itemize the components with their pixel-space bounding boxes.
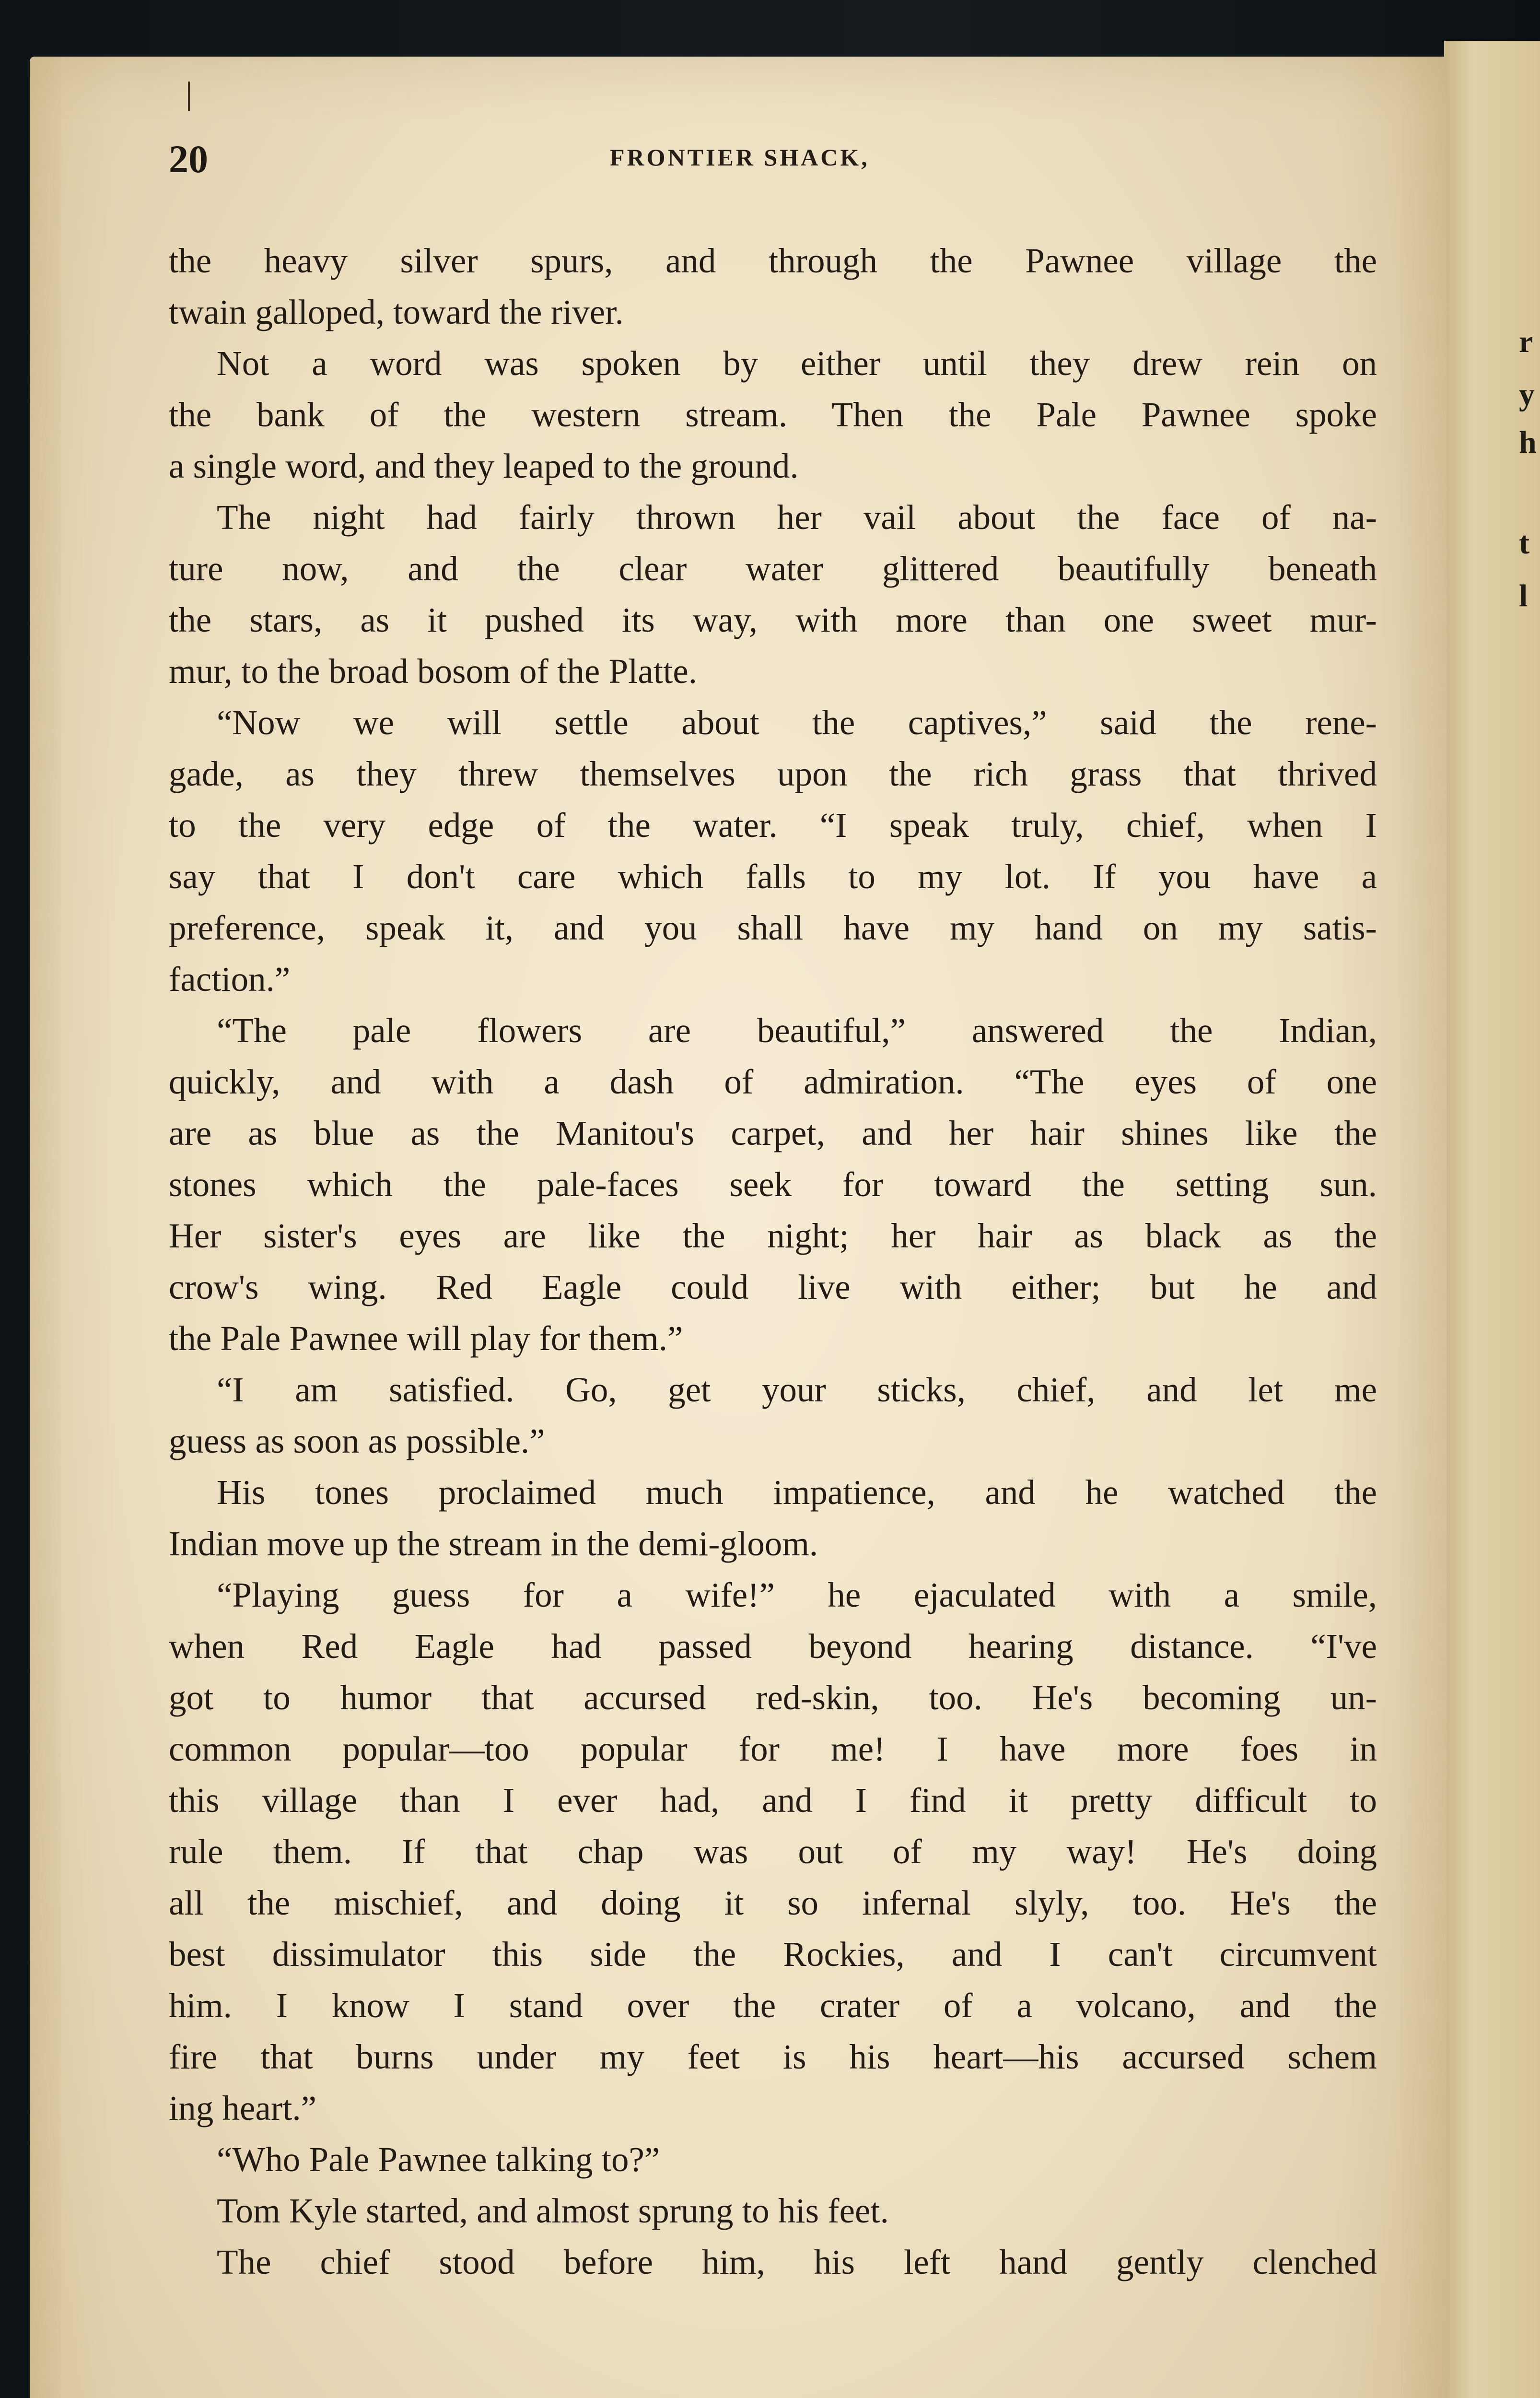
next-page-fragment: t xyxy=(1519,526,1529,561)
text-line: Tom Kyle started, and almost sprung to his feet. xyxy=(217,2191,889,2230)
text-line: mur, to the broad bosom of the Platte. xyxy=(169,652,698,691)
text-line: guess as soon as possible.” xyxy=(169,1422,545,1460)
text-line: Her sister's eyes are like the night; her hair as black as the xyxy=(169,1216,1377,1255)
text-line: Not a word was spoken by either until they drew rein on xyxy=(217,344,1377,383)
text-line: “Who Pale Pawnee talking to?” xyxy=(217,2140,660,2179)
text-line: ing heart.” xyxy=(169,2089,317,2128)
next-page-fragment: l xyxy=(1519,578,1528,613)
body-text xyxy=(169,235,1377,2288)
text-line: “Playing guess for a wife!” he ejaculated with a smile, xyxy=(217,1575,1377,1614)
text-line: when Red Eagle had passed beyond hearing distance. “I've xyxy=(169,1627,1377,1666)
text-line: the heavy silver spurs, and through the Pawnee village the xyxy=(169,241,1377,280)
text-line: got to humor that accursed red-skin, too. He's becoming un- xyxy=(169,1678,1377,1717)
text-line: stones which the pale-faces seek for toward the setting sun. xyxy=(169,1165,1377,1204)
text-line: the bank of the western stream. Then the Pale Pawnee spoke xyxy=(169,395,1377,434)
text-line: a single word, and they leaped to the ground. xyxy=(169,447,799,485)
text-line: all the mischief, and doing it so infernal slyly, too. He's the xyxy=(169,1883,1377,1922)
text-line: common popular—too popular for me! I have more foes in xyxy=(169,1729,1377,1768)
text-line: Indian move up the stream in the demi-gloom. xyxy=(169,1524,818,1563)
text-line: “The pale flowers are beautiful,” answered the Indian, xyxy=(217,1011,1377,1050)
text-line: quickly, and with a dash of admiration. “The eyes of one xyxy=(169,1062,1377,1101)
text-line: fire that burns under my feet is his heart—his accursed schem xyxy=(169,2037,1377,2076)
running-head: FRONTIER SHACK, xyxy=(610,144,870,171)
text-line: The chief stood before him, his left hand gently clenched xyxy=(217,2243,1377,2281)
text-line: him. I know I stand over the crater of a volcano, and the xyxy=(169,1986,1377,2025)
ink-mark xyxy=(188,82,190,111)
page-number: 20 xyxy=(169,137,208,181)
next-page-edge xyxy=(1444,41,1540,2398)
next-page-fragment: r xyxy=(1519,324,1533,359)
text-line: the Pale Pawnee will play for them.” xyxy=(169,1319,683,1358)
text-line: faction.” xyxy=(169,960,291,999)
text-line: His tones proclaimed much impatience, and he watched the xyxy=(217,1473,1377,1512)
text-line: “Now we will settle about the captives,” said the rene- xyxy=(217,703,1377,742)
text-line: to the very edge of the water. “I speak truly, chief, when I xyxy=(169,806,1377,845)
text-line: best dissimulator this side the Rockies, and I can't circumvent xyxy=(169,1935,1377,1974)
text-line: preference, speak it, and you shall have my hand on my satis- xyxy=(169,908,1377,947)
text-line: are as blue as the Manitou's carpet, and her hair shines like the xyxy=(169,1114,1377,1152)
text-line: gade, as they threw themselves upon the rich grass that thrived xyxy=(169,754,1377,793)
text-line: ture now, and the clear water glittered beautifully beneath xyxy=(169,549,1377,588)
text-line: say that I don't care which falls to my lot. If you have a xyxy=(169,857,1377,896)
text-line: The night had fairly thrown her vail about the face of na- xyxy=(217,498,1377,537)
text-line: rule them. If that chap was out of my way! He's doing xyxy=(169,1832,1377,1871)
next-page-fragment: y xyxy=(1519,377,1535,412)
text-line: this village than I ever had, and I find it pretty difficult to xyxy=(169,1781,1377,1820)
text-line: “I am satisfied. Go, get your sticks, chief, and let me xyxy=(217,1370,1377,1409)
text-line: the stars, as it pushed its way, with more than one sweet mur- xyxy=(169,600,1377,639)
next-page-fragment: h xyxy=(1519,425,1537,460)
text-line: twain galloped, toward the river. xyxy=(169,293,624,331)
text-line: crow's wing. Red Eagle could live with either; but he and xyxy=(169,1268,1377,1306)
page-header xyxy=(169,137,1377,189)
